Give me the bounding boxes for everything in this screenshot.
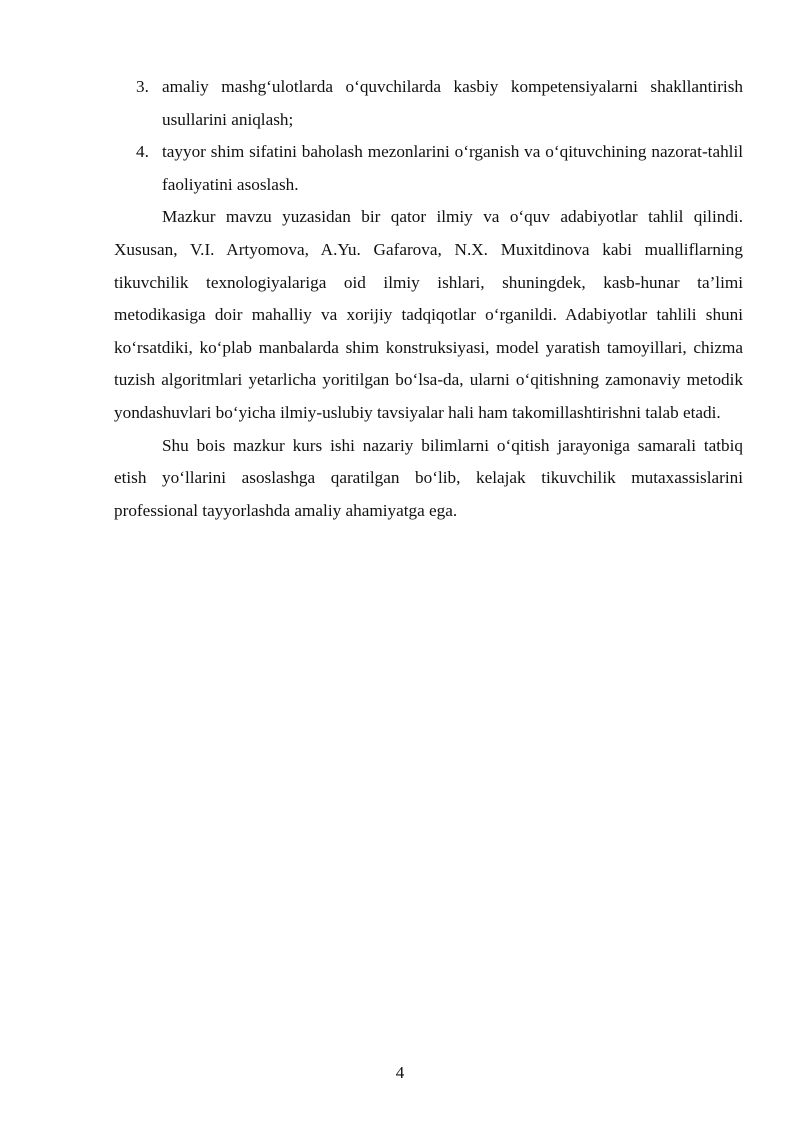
page-body: [114, 71, 743, 527]
list-item: [114, 71, 743, 136]
list-item: [114, 136, 743, 201]
page-number: 4: [395, 1063, 405, 1082]
conclusion-paragraph: Shu bois mazkur kurs ishi nazariy bilimlarni o‘qitish jarayoniga samarali tatbiq etish yo‘llarini asoslashga qaratilgan bo‘lib, kelajak tikuvchilik mutaxassislarini professional tayyorlashda amaliy ahamiyatga ega.: [114, 435, 743, 520]
list-item-number: 3.: [136, 77, 149, 96]
literature-review-paragraph: Mazkur mavzu yuzasidan bir qator ilmiy va o‘quv adabiyotlar tahlil qilindi. Xususan, V.I. Artyomova, A.Yu. Gafarova, N.X. Muxitdinova kabi mualliflarning tikuvchilik texnologiyalariga oid ilmiy ishlari, shuningdek, kasb-hunar ta’limi metodikasiga doir mahalliy va xorijiy tadqiqotlar o‘rganildi. Adabiyotlar tahlili shuni ko‘rsatdiki, ko‘plab manbalarda shim konstruksiyasi, model yaratish tamoyillari, chizma tuzish algoritmlari yetarlicha yoritilgan bo‘lsa-da, ularni o‘qitishning zamonaviy metodik yondashuvlari bo‘yicha ilmiy-uslubiy tavsiyalar hali ham takomillashtirishni talab etadi.: [114, 207, 743, 422]
list-item-number: 4.: [136, 142, 149, 162]
list-item-text: tayyor shim sifatini baholash mezonlarini o‘rganish va o‘qituvchining nazorat-tahlil faoliyatini asoslash.: [162, 142, 743, 194]
list-item-text: amaliy mashg‘ulotlarda o‘quvchilarda kasbiy kompetensiyalarni shakllantirish usullarini aniqlash;: [162, 77, 743, 129]
objectives-list: [114, 71, 743, 201]
